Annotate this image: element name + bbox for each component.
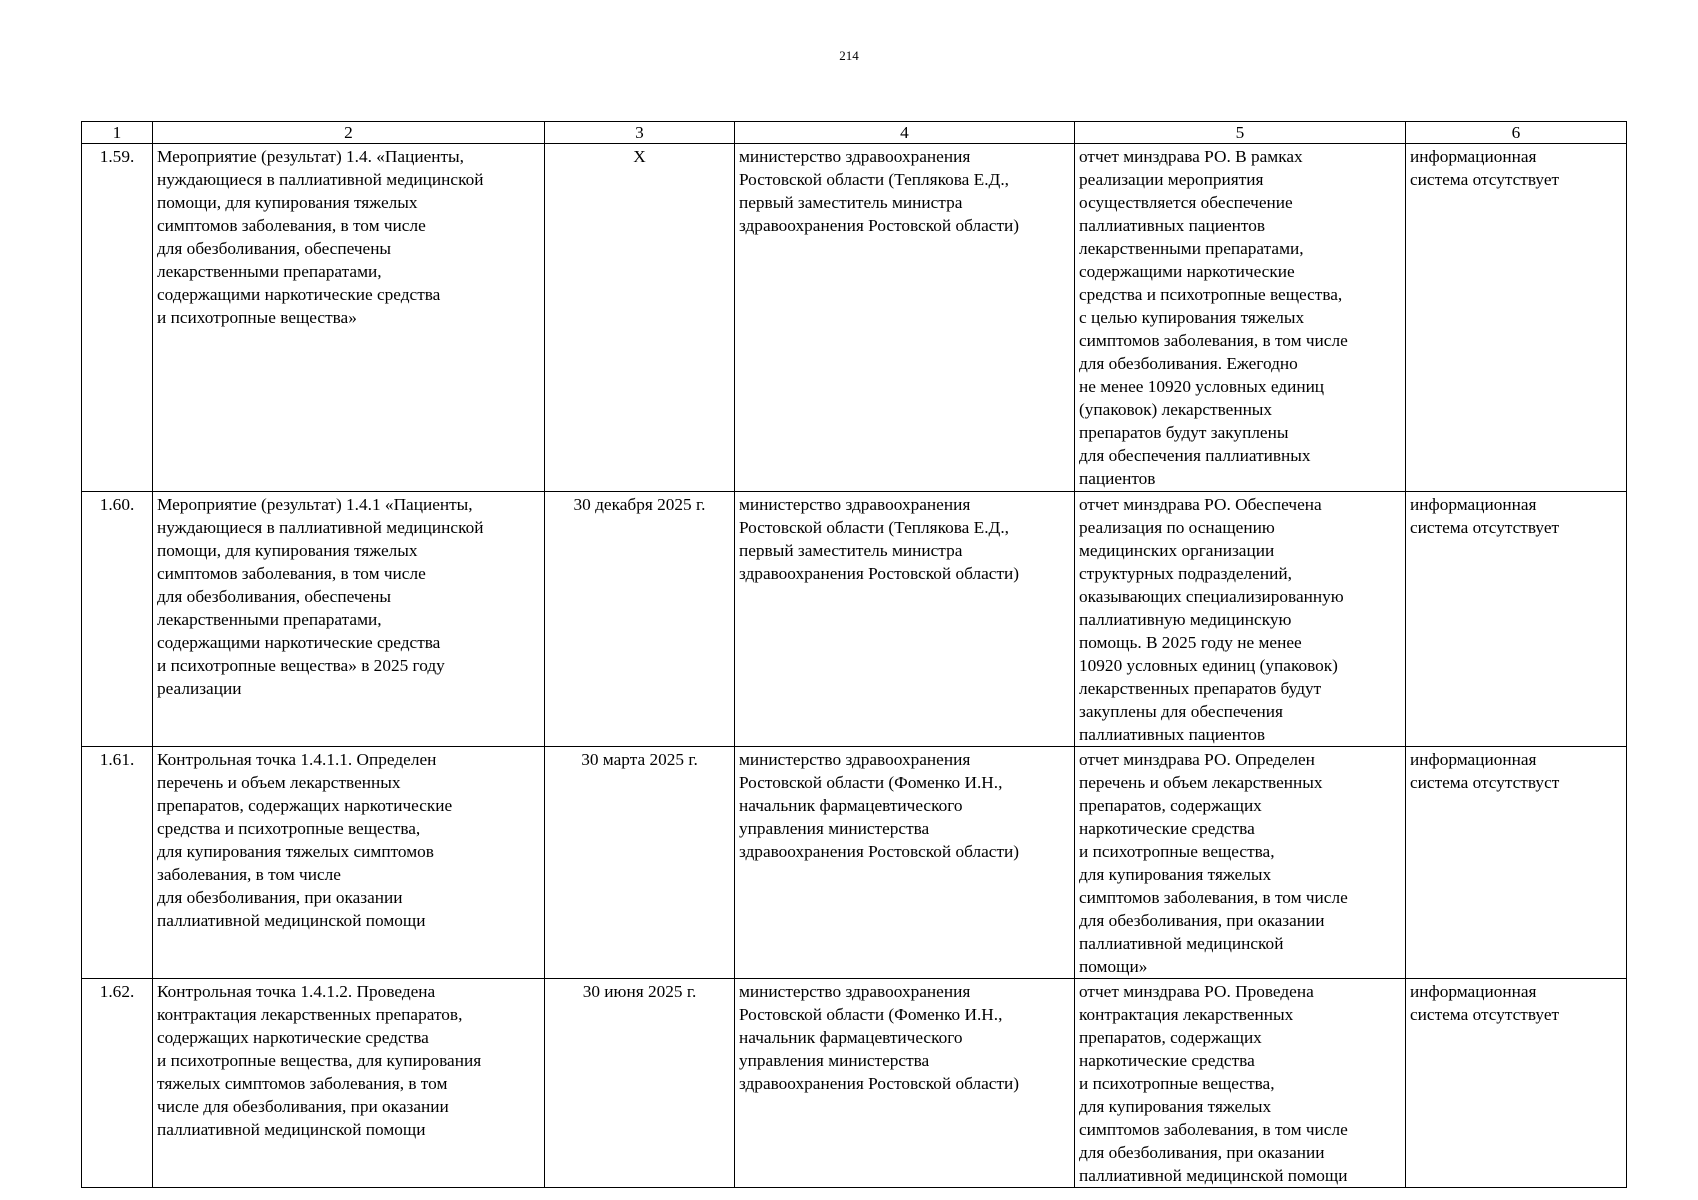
table-row	[82, 492, 1627, 747]
responsible-party: министерство здравоохранения Ростовской области (Фоменко И.Н., начальник фармацевтического управления министерства здравоохранения Ростовской области)	[735, 979, 1075, 1188]
column-header-3: 3	[545, 122, 735, 144]
row-number: 1.60.	[82, 492, 153, 747]
responsible-party: министерство здравоохранения Ростовской области (Теплякова Е.Д., первый заместитель министра здравоохранения Ростовской области)	[735, 492, 1075, 747]
table-row	[82, 747, 1627, 979]
column-header-4: 4	[735, 122, 1075, 144]
evidence-document: отчет минздрава РО. Проведена контрактация лекарственных препаратов, содержащих наркотические средства и психотропные вещества, для купирования тяжелых симптомов заболевания, в том числе для обезболивания, при оказании паллиативной медицинской помощи	[1075, 979, 1406, 1188]
column-header-2: 2	[153, 122, 545, 144]
table-header-row	[82, 122, 1627, 144]
row-number: 1.59.	[82, 144, 153, 492]
plan-table	[81, 121, 1627, 1188]
deadline-date: X	[545, 144, 735, 492]
responsible-party: министерство здравоохранения Ростовской области (Фоменко И.Н., начальник фармацевтического управления министерства здравоохранения Ростовской области)	[735, 747, 1075, 979]
column-header-6: 6	[1406, 122, 1627, 144]
information-system: информационная система отсутствует	[1406, 144, 1627, 492]
event-description: Мероприятие (результат) 1.4. «Пациенты, нуждающиеся в паллиативной медицинской помощи, для купирования тяжелых симптомов заболевания, в том числе для обезболивания, обеспечены лекарственными препаратами, содержащими наркотические средства и психотропные вещества»	[153, 144, 545, 492]
column-header-1: 1	[82, 122, 153, 144]
deadline-date: 30 марта 2025 г.	[545, 747, 735, 979]
evidence-document: отчет минздрава РО. Обеспечена реализация по оснащению медицинских организации структурных подразделений, оказывающих специализированную паллиативную медицинскую помощь. В 2025 году не менее 10920 условных единиц (упаковок) лекарственных препаратов будут закуплены для обеспечения паллиативных пациентов	[1075, 492, 1406, 747]
evidence-document: отчет минздрава РО. В рамках реализации мероприятия осуществляется обеспечение паллиативных пациентов лекарственными препаратами, содержащими наркотические средства и психотропные вещества, с целью купирования тяжелых симптомов заболевания, в том числе для обезболивания. Ежегодно не менее 10920 условных единиц (упаковок) лекарственных препаратов будут закуплены для обеспечения паллиативных пациентов	[1075, 144, 1406, 492]
column-header-5: 5	[1075, 122, 1406, 144]
information-system: информационная система отсутствует	[1406, 492, 1627, 747]
deadline-date: 30 декабря 2025 г.	[545, 492, 735, 747]
event-description: Контрольная точка 1.4.1.1. Определен перечень и объем лекарственных препаратов, содержащих наркотические средства и психотропные вещества, для купирования тяжелых симптомов заболевания, в том числе для обезболивания, при оказании паллиативной медицинской помощи	[153, 747, 545, 979]
table-row	[82, 979, 1627, 1188]
responsible-party: министерство здравоохранения Ростовской области (Теплякова Е.Д., первый заместитель министра здравоохранения Ростовской области)	[735, 144, 1075, 492]
row-number: 1.62.	[82, 979, 153, 1188]
evidence-document: отчет минздрава РО. Определен перечень и объем лекарственных препаратов, содержащих наркотические средства и психотропные вещества, для купирования тяжелых симптомов заболевания, в том числе для обезболивания, при оказании паллиативной медицинской помощи»	[1075, 747, 1406, 979]
page-number: 214	[839, 48, 859, 63]
table-row	[82, 144, 1627, 492]
information-system: информационная система отсутствует	[1406, 979, 1627, 1188]
event-description: Мероприятие (результат) 1.4.1 «Пациенты, нуждающиеся в паллиативной медицинской помощи, для купирования тяжелых симптомов заболевания, в том числе для обезболивания, обеспечены лекарственными препаратами, содержащими наркотические средства и психотропные вещества» в 2025 году реализации	[153, 492, 545, 747]
information-system: информационная система отсутствуст	[1406, 747, 1627, 979]
event-description: Контрольная точка 1.4.1.2. Проведена контрактация лекарственных препаратов, содержащих наркотические средства и психотропные вещества, для купирования тяжелых симптомов заболевания, в том числе для обезболивания, при оказании паллиативной медицинской помощи	[153, 979, 545, 1188]
deadline-date: 30 июня 2025 г.	[545, 979, 735, 1188]
row-number: 1.61.	[82, 747, 153, 979]
